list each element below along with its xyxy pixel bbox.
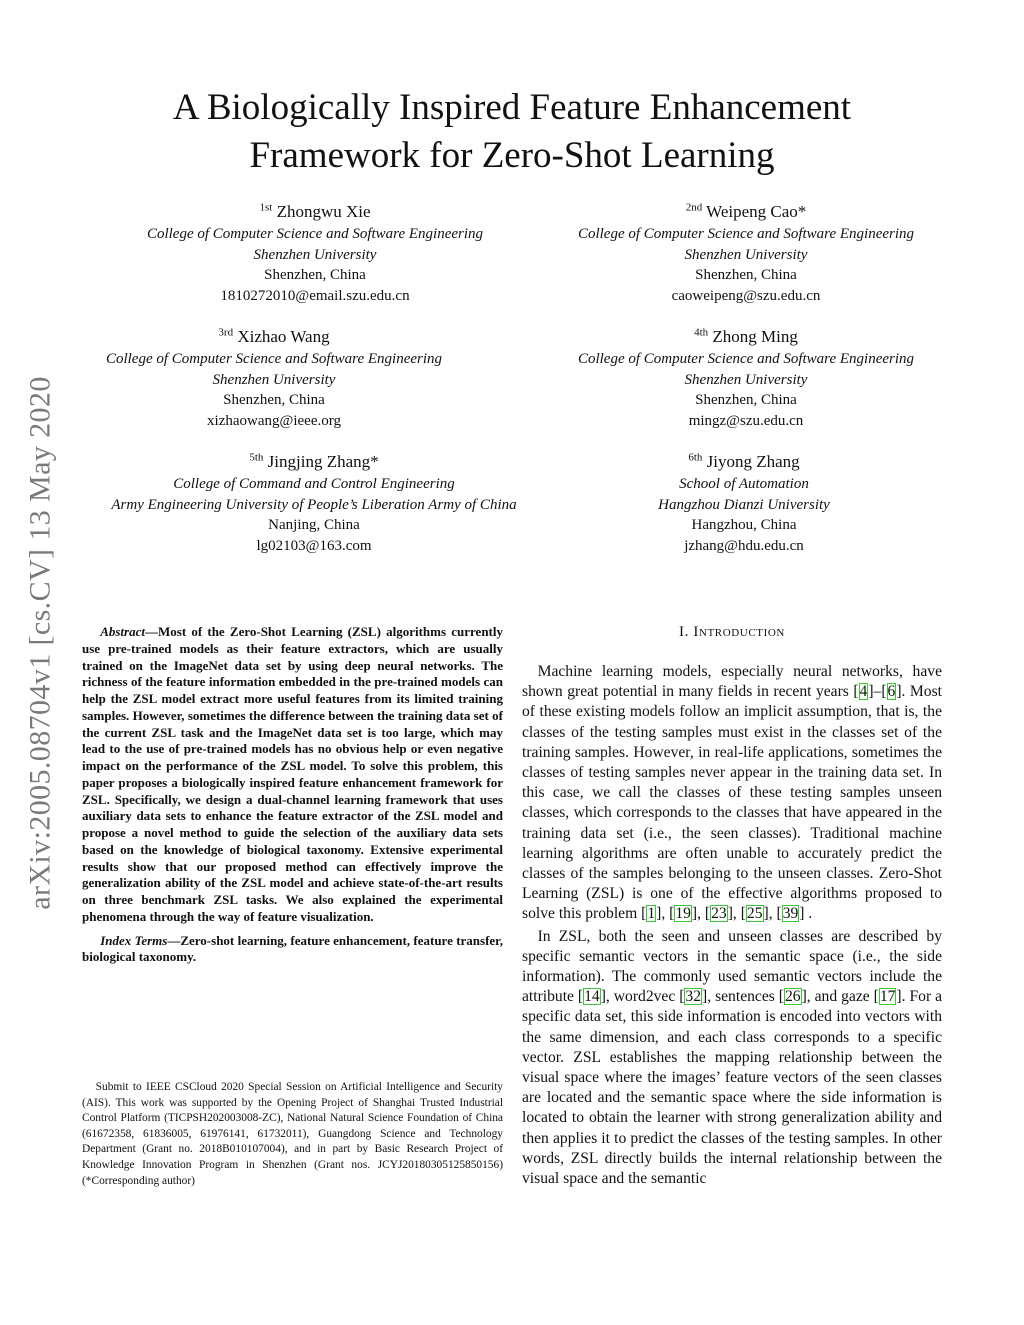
funding-footnote: Submit to IEEE CSCloud 2020 Special Session on Artificial Intelligence and Security (AIS). This work was supported by the Opening Project of Shanghai Trusted Industrial Control Platform (TICPSH202003008-ZC), National Natural Science Foundation of China (61672358, 61836005, 61976141, 61732011), Guangdong Science and Technology Department (Grant no. 2018B010107004), and in part by Basic Research Project of Knowledge Innovation Program in Shenzhen (Grant nos. JCYJ20180305125850156) (*Corresponding author) (82, 1081, 503, 1187)
author-institution: Army Engineering University of People’s Liberation Army of China (111, 496, 517, 513)
author-department: College of Computer Science and Software Engineering (146, 226, 484, 242)
author-location: Hangzhou, China (691, 517, 797, 534)
author-name: Weipeng Cao* (706, 202, 807, 221)
intro-paragraph-2: In ZSL, both the seen and unseen classes are described by specific semantic vectors in the semantic space (i.e., the side information). The commonly used semantic vectors include the attribute [14], word2vec [32], sentences [26], and gaze [17]. For a specific data set, this side information is encoded into vectors with the same dimension, and each class corresponds to a specific vector. ZSL establishes the mapping relationship between the visual space where the images’ feature vectors of the seen classes are located and the semantic space where the side information is located to obtain the learner with strong generalization ability and then applies it to predict the classes of the testing samples. In other words, ZSL directly builds the internal relationship between the visual space and the semantic (522, 927, 943, 1188)
section-heading-introduction (522, 624, 942, 641)
citation-link[interactable]: 1 (647, 905, 656, 923)
index-terms-label: Index Terms (100, 932, 168, 948)
author-location: Shenzhen, China (264, 267, 366, 284)
citation-link[interactable]: 17 (879, 988, 896, 1006)
author-block-1 (65, 200, 565, 306)
author-location: Shenzhen, China (695, 267, 797, 284)
author-department: School of Automation (679, 476, 809, 492)
section-number: I. (679, 624, 689, 640)
author-institution: Shenzhen University (253, 246, 377, 263)
author-email: lg02103@163.com (256, 537, 372, 554)
author-name: Xizhao Wang (237, 327, 330, 346)
right-column (522, 624, 942, 1191)
arxiv-identifier-stamp (14, 343, 68, 943)
author-institution: Shenzhen University (684, 246, 808, 263)
citation-link[interactable]: 32 (685, 988, 702, 1006)
index-terms: Index Terms—Zero-shot learning, feature enhancement, feature transfer, biological taxonomy. (82, 932, 504, 965)
author-location: Shenzhen, China (223, 392, 325, 409)
citation-link[interactable]: 4 (859, 683, 868, 701)
intro-paragraph-1: Machine learning models, especially neural networks, have shown great potential in many fields in recent years [4]–[6]. Most of these existing models follow an implicit assumption, that is, the classes of the testing samples must exist in the classes set of the training samples. However, in real-life applications, sometimes the classes of testing samples never appear in the training data set. In this case, we call the classes of these testing samples unseen classes, which corresponds to the classes that have appeared in the training data set (i.e., the seen classes). Traditional machine learning algorithms are often unable to accurately predict the classes of the samples belonging to the unseen classes. Zero-Shot Learning (ZSL) is one of the effective algorithms proposed to solve this problem [1], [19], [23], [25], [39] . (522, 663, 942, 923)
author-block-6 (494, 450, 994, 556)
author-block-5 (64, 450, 564, 556)
author-email: 1810272010@email.szu.edu.cn (220, 287, 410, 304)
citation-link[interactable]: 19 (675, 905, 691, 923)
author-ordinal: 3rd (218, 326, 234, 339)
author-institution: Shenzhen University (212, 371, 336, 388)
abstract-text: Most of the Zero-Shot Learning (ZSL) algorithms currently use pre-trained models as their feature extractors, which are usually trained on the ImageNet data set by using deep neural networks. The richness of the feature information embedded in the pre-trained models can help the ZSL model extract more useful features from its limited training samples. However, sometimes the difference between the training data set of the current ZSL task and the ImageNet data set is too large, which may lead to the use of pre-trained models has no obvious help or even negative impact on the performance of the ZSL model. To solve this problem, this paper proposes a biologically inspired feature enhancement framework for ZSL. Specifically, we design a dual-channel learning framework that uses auxiliary data sets to enhance the feature extractor of the ZSL model and propose a novel method to guide the selection of the auxiliary data sets based on the knowledge of biological taxonomy. Extensive experimental results show that our proposed method can effectively improve the generalization ability of the ZSL model and achieve state-of-the-art results on three benchmark ZSL tasks. We also explained the experimental phenomena through the way of feature visualization. (82, 624, 503, 924)
author-ordinal: 5th (249, 451, 264, 464)
abstract-label: Abstract (100, 624, 145, 639)
author-email: xizhaowang@ieee.org (207, 412, 341, 429)
citation-link[interactable]: 39 (782, 905, 799, 923)
left-column (82, 624, 503, 966)
author-email: mingz@szu.edu.cn (688, 412, 804, 429)
author-block-3 (24, 325, 524, 431)
author-name: Zhong Ming (712, 327, 798, 346)
author-email: caoweipeng@szu.edu.cn (671, 287, 821, 304)
author-department: College of Computer Science and Software Engineering (577, 226, 915, 242)
author-block-4 (496, 325, 996, 431)
author-department: College of Command and Control Engineering (173, 476, 455, 492)
author-institution: Shenzhen University (684, 371, 808, 388)
author-ordinal: 6th (688, 451, 703, 464)
section-title: Introduction (693, 624, 785, 640)
author-name: Jiyong Zhang (706, 452, 800, 471)
citation-link[interactable]: 25 (746, 905, 763, 923)
author-institution: Hangzhou Dianzi University (658, 496, 830, 513)
citation-link[interactable]: 14 (584, 988, 600, 1006)
citation-link[interactable]: 26 (784, 988, 801, 1006)
author-location: Shenzhen, China (695, 392, 797, 409)
author-email: jzhang@hdu.edu.cn (684, 537, 804, 554)
author-ordinal: 1st (259, 201, 273, 214)
author-location: Nanjing, China (268, 517, 360, 534)
author-name: Zhongwu Xie (276, 202, 371, 221)
author-department: College of Computer Science and Software Engineering (577, 351, 915, 367)
author-ordinal: 2nd (685, 201, 703, 214)
paper-title: A Biologically Inspired Feature Enhancement Framework for Zero-Shot Learning (172, 87, 852, 176)
author-name: Jingjing Zhang* (267, 452, 379, 471)
citation-link[interactable]: 23 (711, 905, 727, 923)
citation-link[interactable]: 6 (887, 683, 896, 701)
arxiv-identifier-text: arXiv:2005.08704v1 [cs.CV] 13 May 2020 (24, 376, 58, 910)
index-terms-text: Zero-shot learning, feature enhancement, feature transfer, biological taxonomy. (82, 932, 504, 965)
abstract: Abstract—Most of the Zero-Shot Learning (ZSL) algorithms currently use pre-trained models as their feature extractors, which are usually trained on the ImageNet data set by using deep neural networks. The richness of the feature information embedded in the pre-trained models can help the ZSL model extract more useful features from its limited training samples. However, sometimes the difference between the training data set of the current ZSL task and the ImageNet data set is too large, which may lead to the use of pre-trained models has no obvious help or even negative impact on the performance of the ZSL model. To solve this problem, this paper proposes a biologically inspired feature enhancement framework for ZSL. Specifically, we design a dual-channel learning framework that uses auxiliary data sets to enhance the feature extractor of the ZSL model and propose a novel method to guide the selection of the auxiliary data sets based on the knowledge of biological taxonomy. Extensive experimental results show that our proposed method can effectively improve the generalization ability of the ZSL model and achieve state-of-the-art results on three benchmark ZSL tasks. We also explained the experimental phenomena through the way of feature visualization. (82, 624, 503, 924)
author-department: College of Computer Science and Software Engineering (105, 351, 443, 367)
author-block-2 (496, 200, 996, 306)
author-ordinal: 4th (694, 326, 709, 339)
